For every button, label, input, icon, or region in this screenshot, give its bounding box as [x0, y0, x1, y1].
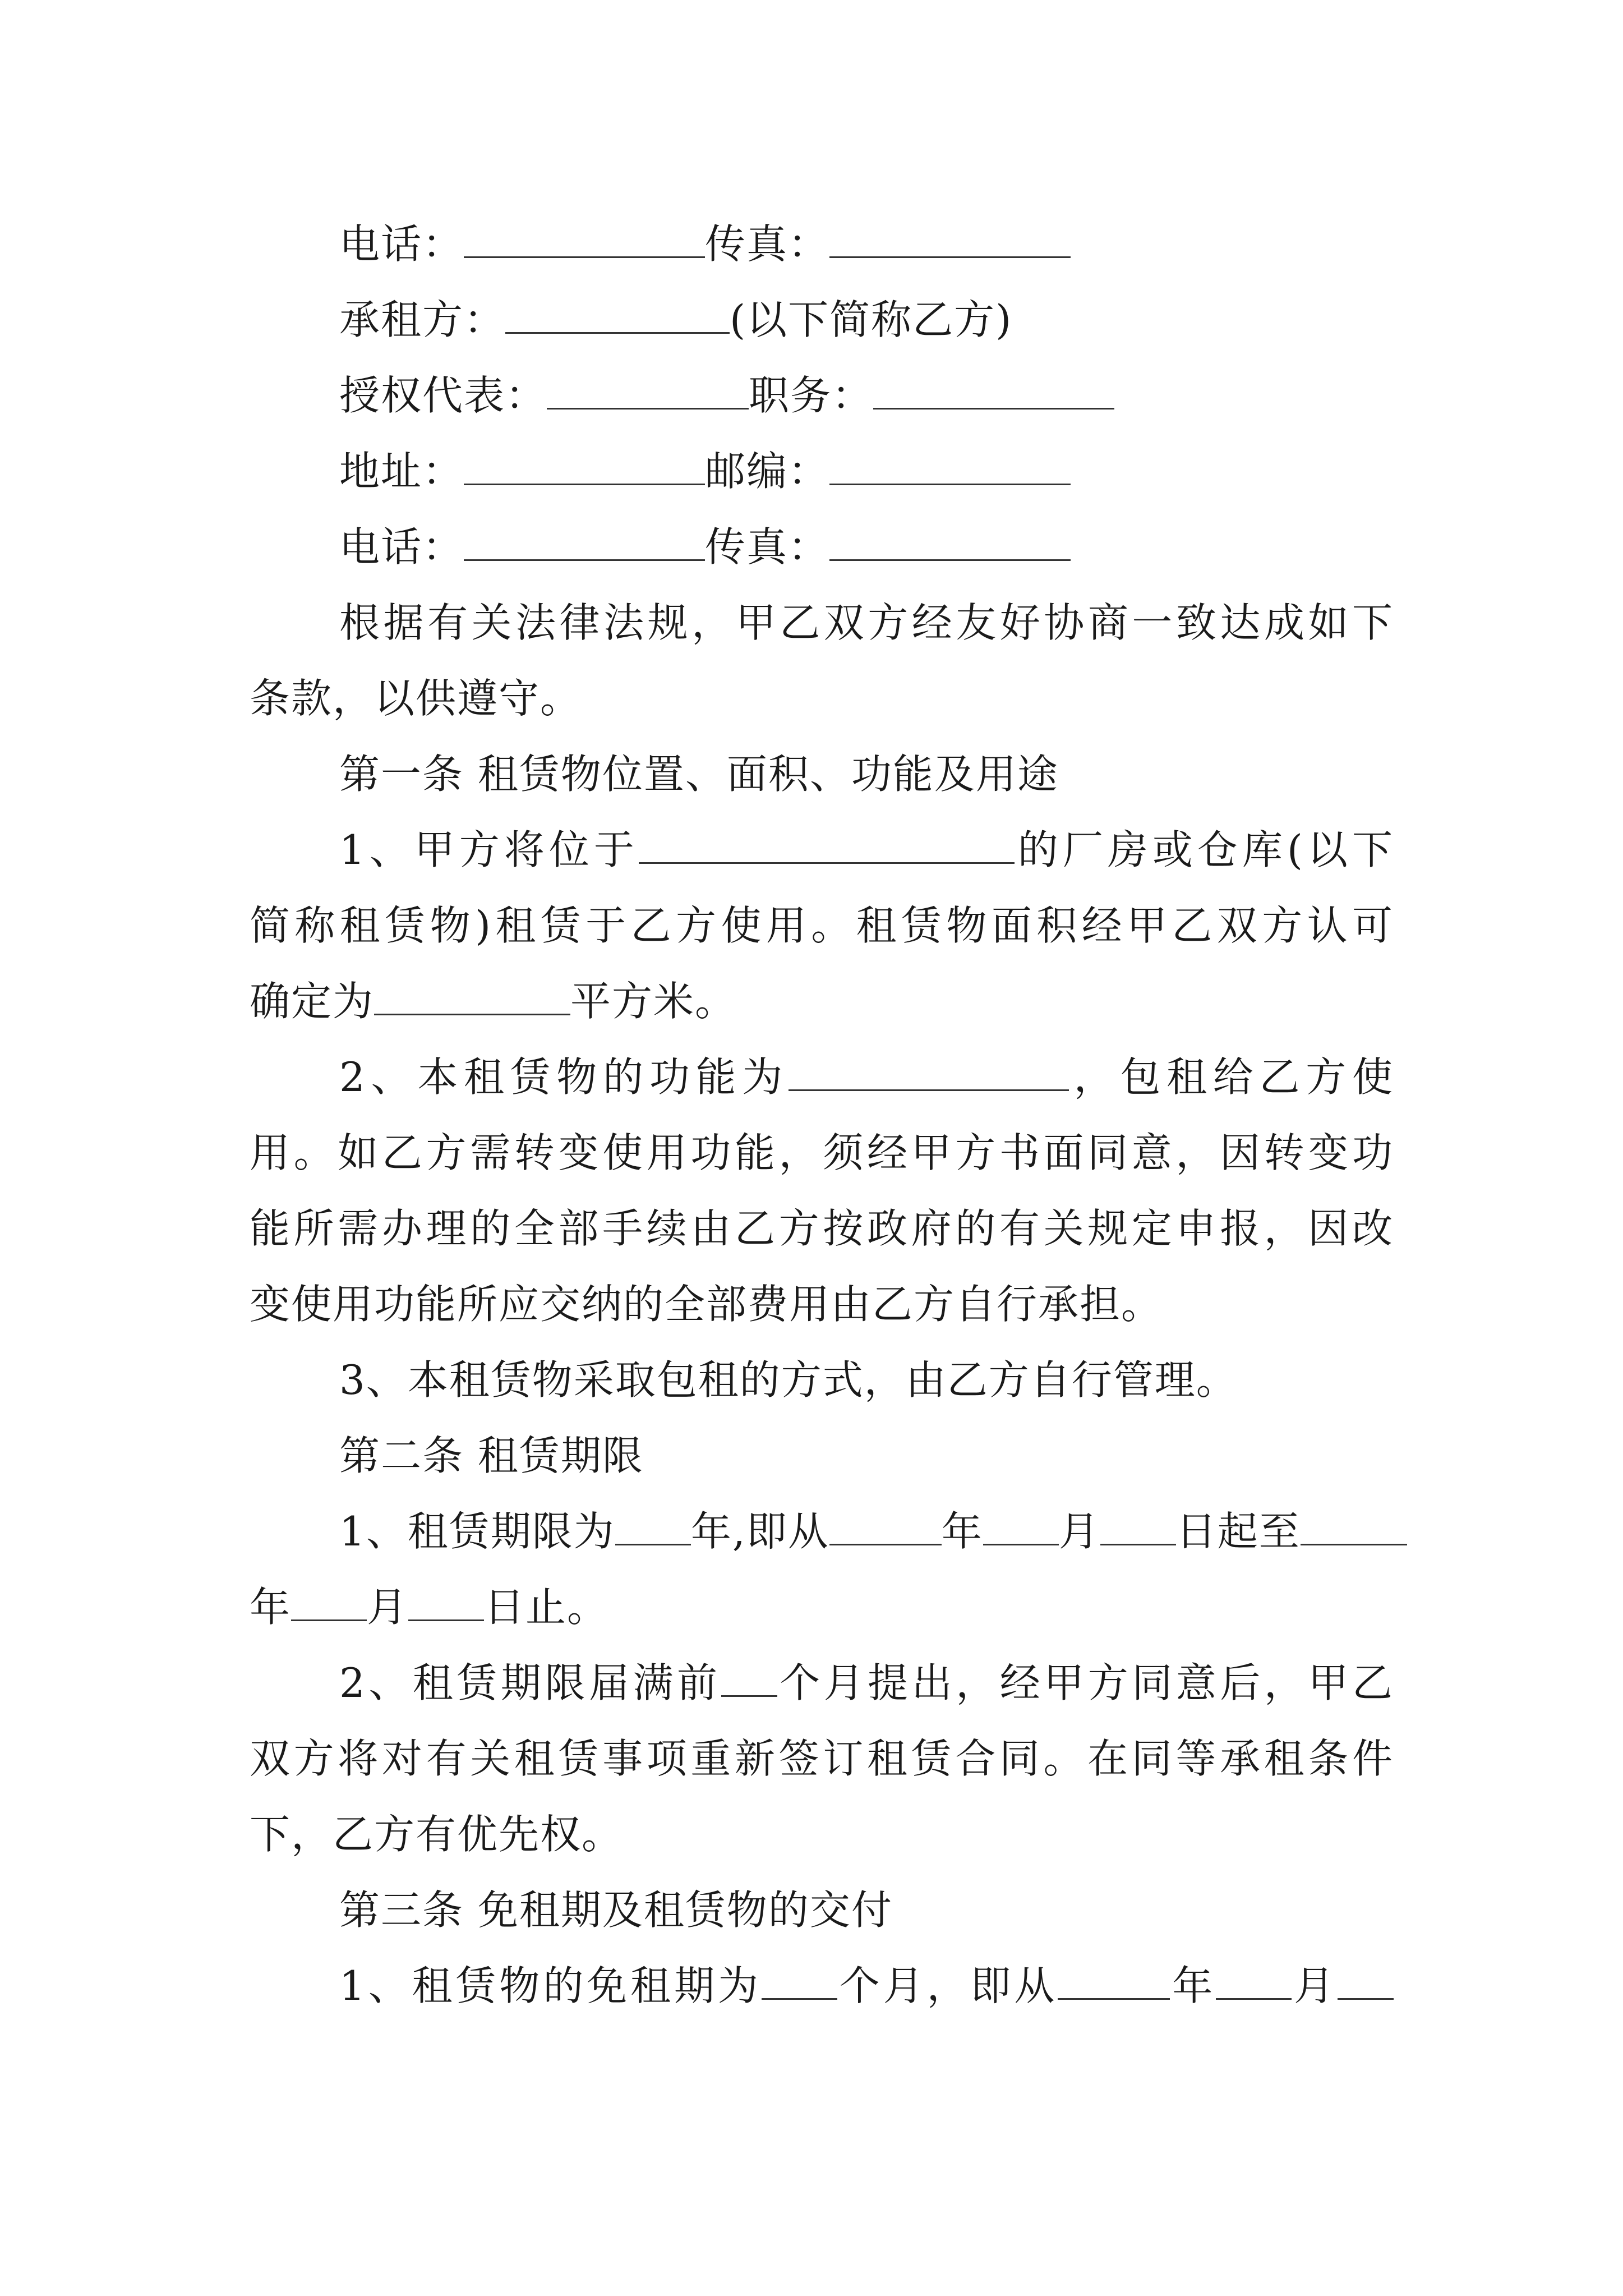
start-month-blank — [983, 1506, 1059, 1545]
article-1-clause-2-line-4: 变使用功能所应交纳的全部费用由乙方自行承担。 — [250, 1281, 1163, 1328]
rep-blank — [547, 370, 749, 409]
clause-text: 平方米。 — [570, 978, 737, 1025]
clause-text: 月 — [367, 1584, 409, 1631]
article-1-title: 第一条 租赁物位置、面积、功能及用途 — [339, 751, 1059, 798]
clause-text: 月 — [1058, 1508, 1100, 1555]
rep-label: 授权代表： — [339, 372, 547, 419]
article-1-clause-2-line-3: 能所需办理的全部手续由乙方按政府的有关规定申报，因改 — [250, 1205, 1394, 1252]
clause-text: 1、租赁期限为 — [339, 1508, 615, 1555]
clause-text: 月 — [1292, 1962, 1338, 2009]
position-blank — [873, 370, 1114, 409]
lessee-phone-line — [339, 519, 1394, 575]
fax-blank — [829, 218, 1071, 258]
article-2-clause-1-line-2 — [250, 1579, 1394, 1635]
address-blank — [464, 445, 705, 485]
free-months-blank — [762, 1960, 837, 2000]
clause-text: 年 — [250, 1584, 292, 1631]
clause-text: ，包租给乙方使 — [1068, 1053, 1394, 1101]
lessee-fax-label: 传真： — [705, 523, 830, 570]
lessee-phone-blank — [464, 521, 705, 561]
clause-text: 确定为 — [250, 978, 375, 1025]
preamble-line-2: 条款，以供遵守。 — [250, 675, 582, 722]
area-blank — [374, 976, 570, 1015]
article-1-clause-2-line-1 — [339, 1049, 1394, 1105]
preamble-line-1: 根据有关法律法规，甲乙双方经友好协商一致达成如下 — [339, 599, 1394, 646]
location-blank — [639, 824, 1015, 864]
phone-label: 电话： — [339, 220, 464, 268]
postcode-label: 邮编： — [705, 448, 830, 495]
article-2-clause-1-line-1 — [339, 1503, 1394, 1559]
clause-text: 2、本租赁物的功能为 — [339, 1053, 789, 1101]
article-2-clause-2-line-2: 双方将对有关租赁事项重新签订租赁合同。在同等承租条件 — [250, 1735, 1394, 1782]
clause-text: 年 — [1170, 1962, 1216, 2009]
clause-text: 年,即从 — [690, 1508, 829, 1555]
years-blank — [615, 1506, 691, 1545]
free-day-blank — [1338, 1960, 1394, 2000]
function-blank — [789, 1051, 1069, 1091]
lessor-contact-line — [339, 216, 1394, 272]
free-month-blank — [1216, 1960, 1292, 2000]
clause-text: 日起至 — [1175, 1508, 1301, 1555]
address-label: 地址： — [339, 448, 464, 495]
clause-text: 1、租赁物的免租期为 — [339, 1962, 762, 2009]
end-day-blank — [408, 1581, 484, 1621]
end-month-blank — [291, 1581, 367, 1621]
position-label: 职务： — [749, 372, 874, 419]
article-1-clause-3: 3、本租赁物采取包租的方式，由乙方自行管理。 — [339, 1356, 1238, 1404]
lessee-address-line — [339, 443, 1394, 499]
free-year-blank — [1058, 1960, 1170, 2000]
article-1-clause-1-line-1 — [339, 822, 1394, 878]
clause-text: 年 — [941, 1508, 983, 1555]
clause-text: 2、租赁期限届满前 — [339, 1659, 721, 1706]
postcode-blank — [829, 445, 1071, 485]
lessee-suffix: (以下简称乙方) — [730, 296, 1013, 343]
article-1-clause-1-line-2: 简称租赁物)租赁于乙方使用。租赁物面积经甲乙双方认可 — [250, 902, 1394, 949]
article-3-title: 第三条 免租期及租赁物的交付 — [339, 1887, 893, 1934]
article-1-clause-1-line-3 — [250, 973, 1394, 1029]
clause-text: 个月，即从 — [837, 1962, 1058, 2009]
fax-label: 传真： — [705, 220, 830, 268]
article-3-clause-1-line-1 — [339, 1958, 1394, 2014]
lessee-rep-line — [339, 367, 1394, 424]
clause-text: 的厂房或仓库(以下 — [1014, 826, 1394, 873]
clause-text: 日止。 — [484, 1584, 609, 1631]
end-year-blank — [1301, 1506, 1407, 1545]
article-2-title: 第二条 租赁期限 — [339, 1432, 644, 1479]
article-2-clause-2-line-3: 下，乙方有优先权。 — [250, 1811, 624, 1858]
lessee-fax-blank — [829, 521, 1071, 561]
clause-text: 1、甲方将位于 — [339, 826, 639, 873]
start-year-blank — [829, 1506, 942, 1545]
lessee-name-blank — [505, 294, 730, 334]
lessee-phone-label: 电话： — [339, 523, 464, 570]
months-blank — [721, 1657, 777, 1697]
article-1-clause-2-line-2: 用。如乙方需转变使用功能，须经甲方书面同意，因转变功 — [250, 1129, 1394, 1176]
article-2-clause-2-line-1 — [339, 1655, 1394, 1711]
lessee-name-line — [339, 292, 1394, 348]
start-day-blank — [1100, 1506, 1176, 1545]
phone-blank — [464, 218, 705, 258]
lessee-label: 承租方： — [339, 296, 506, 343]
clause-text: 个月提出，经甲方同意后，甲乙 — [777, 1659, 1394, 1706]
